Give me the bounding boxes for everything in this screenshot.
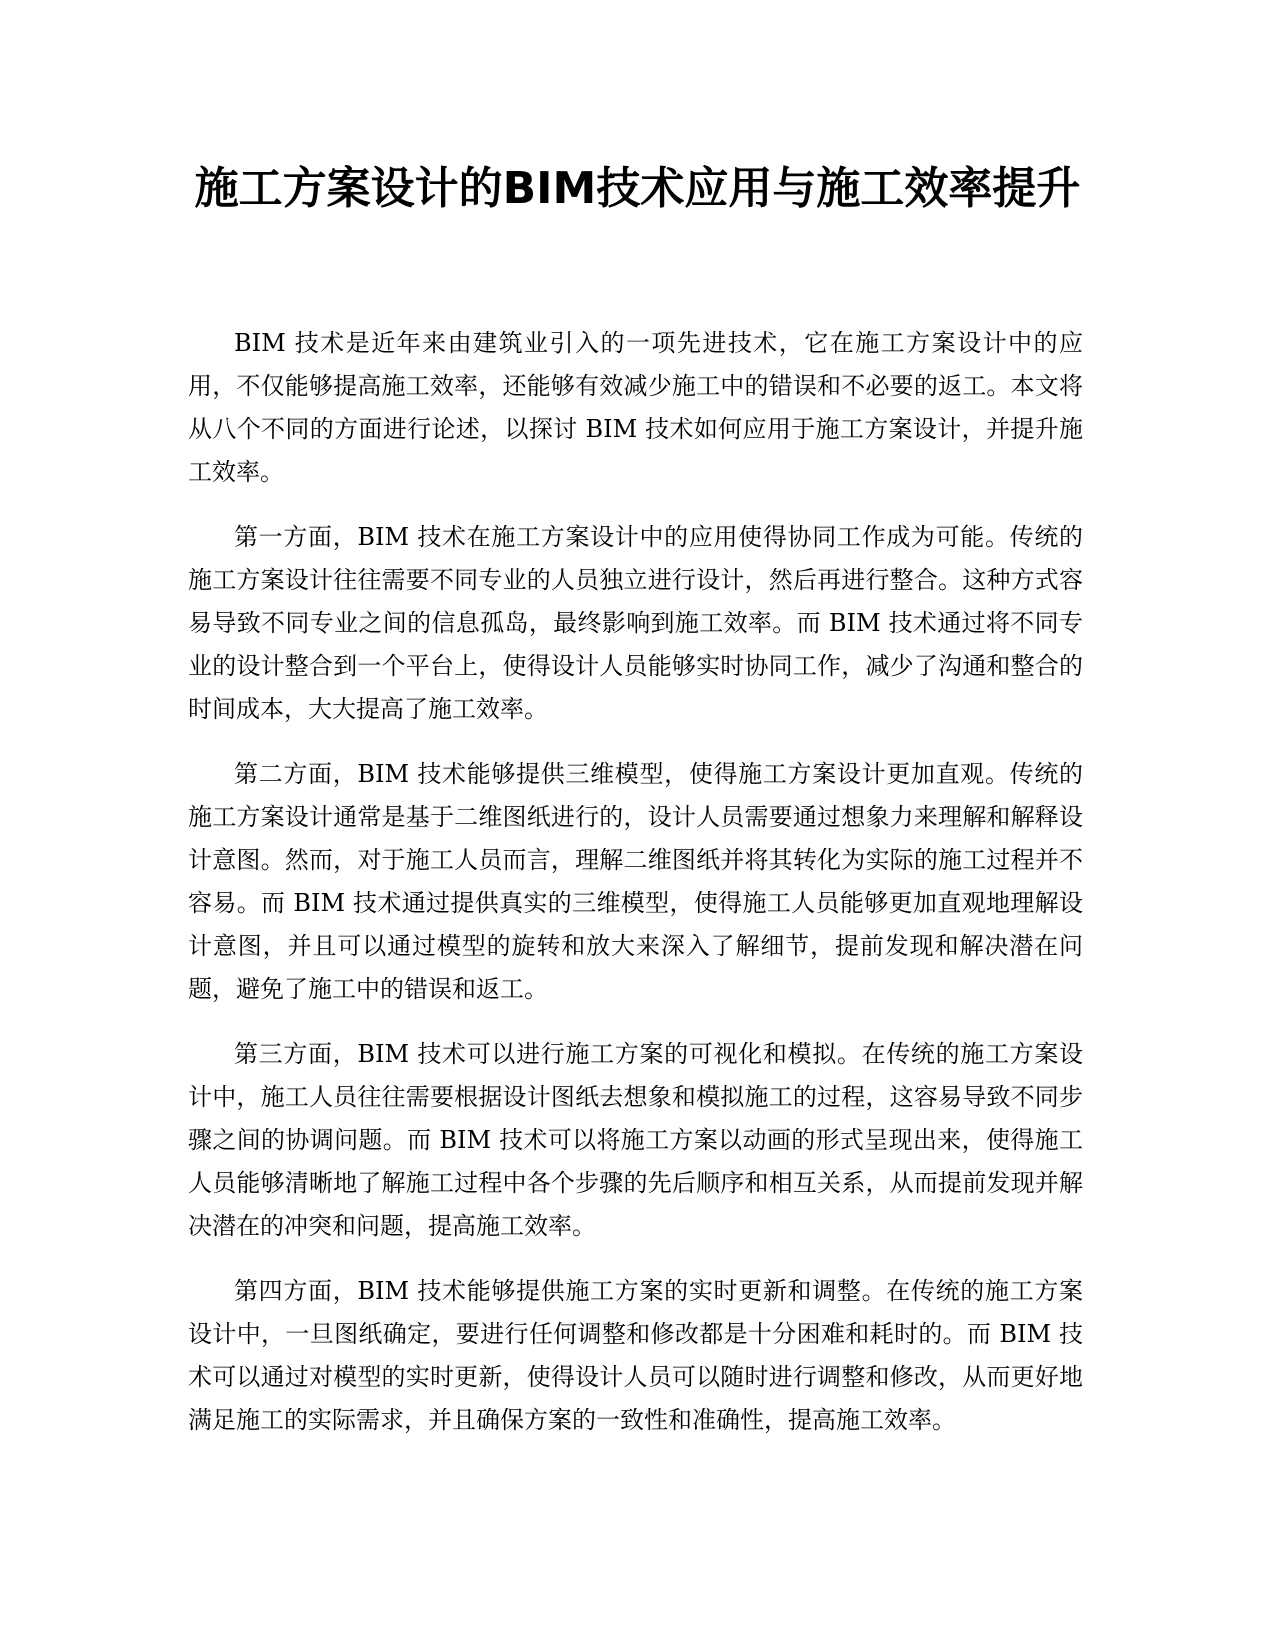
document-body bbox=[188, 322, 1083, 1464]
paragraph-aspect-2: 第二方面，BIM 技术能够提供三维模型，使得施工方案设计更加直观。传统的施工方案设计通常是基于二维图纸进行的，设计人员需要通过想象力来理解和解释设计意图。然而，对于施工人员而言，理解二维图纸并将其转化为实际的施工过程并不容易。而 BIM 技术通过提供真实的三维模型，使得施工人员能够更加直观地理解设计意图，并且可以通过模型的旋转和放大来深入了解细节，提前发现和解决潜在问题，避免了施工中的错误和返工。 bbox=[188, 760, 1083, 1003]
paragraph-aspect-1: 第一方面，BIM 技术在施工方案设计中的应用使得协同工作成为可能。传统的施工方案设计往往需要不同专业的人员独立进行设计，然后再进行整合。这种方式容易导致不同专业之间的信息孤岛，最终影响到施工效率。而 BIM 技术通过将不同专业的设计整合到一个平台上，使得设计人员能够实时协同工作，减少了沟通和整合的时间成本，大大提高了施工效率。 bbox=[188, 523, 1083, 723]
document-title: 施工方案设计的BIM技术应用与施工效率提升 bbox=[194, 163, 1081, 214]
paragraph-aspect-4: 第四方面，BIM 技术能够提供施工方案的实时更新和调整。在传统的施工方案设计中，一旦图纸确定，要进行任何调整和修改都是十分困难和耗时的。而 BIM 技术可以通过对模型的实时更新，使得设计人员可以随时进行调整和修改，从而更好地满足施工的实际需求，并且确保方案的一致性和准确性，提高施工效率。 bbox=[188, 1277, 1083, 1434]
paragraph-aspect-3: 第三方面，BIM 技术可以进行施工方案的可视化和模拟。在传统的施工方案设计中，施工人员往往需要根据设计图纸去想象和模拟施工的过程，这容易导致不同步骤之间的协调问题。而 BIM 技术可以将施工方案以动画的形式呈现出来，使得施工人员能够清晰地了解施工过程中各个步骤的先后顺序和相互关系，从而提前发现并解决潜在的冲突和问题，提高施工效率。 bbox=[188, 1040, 1083, 1240]
paragraph-intro: BIM 技术是近年来由建筑业引入的一项先进技术，它在施工方案设计中的应用，不仅能够提高施工效率，还能够有效减少施工中的错误和不必要的返工。本文将从八个不同的方面进行论述，以探讨 BIM 技术如何应用于施工方案设计，并提升施工效率。 bbox=[188, 329, 1083, 486]
